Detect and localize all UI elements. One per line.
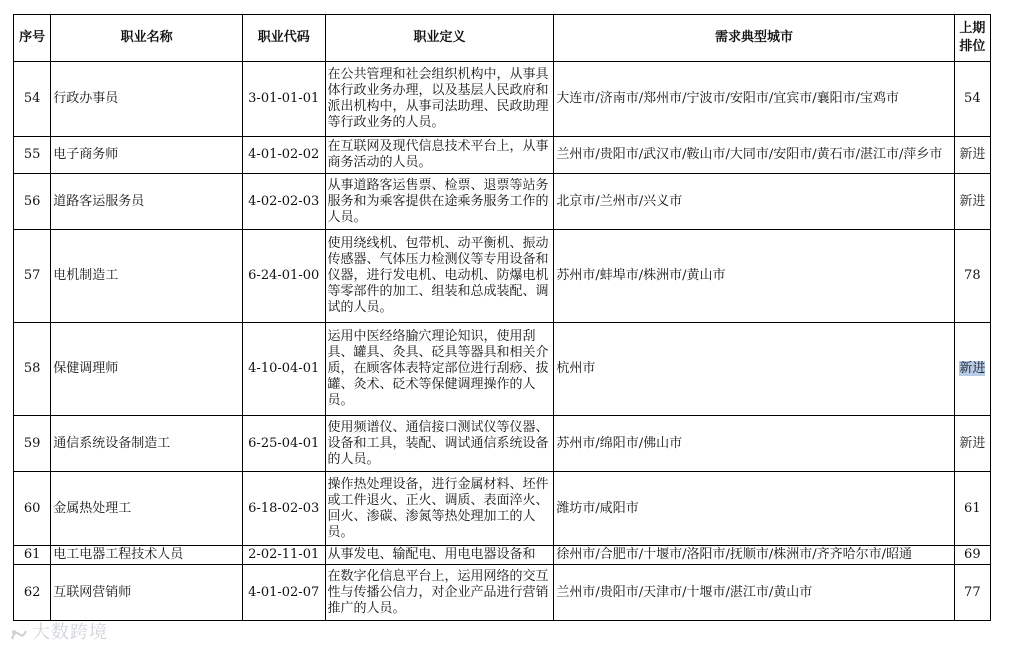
row-rank: 54 (954, 62, 990, 137)
table-row (14, 137, 991, 174)
row-occupation-code: 6-25-04-01 (242, 416, 325, 472)
row-rank: 新进 (954, 137, 990, 174)
row-index: 55 (14, 137, 51, 174)
row-occupation-name: 电子商务师 (51, 137, 243, 174)
table-row (14, 62, 991, 137)
row-occupation-code: 3-01-01-01 (242, 62, 325, 137)
row-occupation-name: 电工电器工程技术人员 (51, 546, 243, 565)
row-occupation-name: 道路客运服务员 (51, 174, 243, 230)
row-cities: 苏州市/蚌埠市/株洲市/黄山市 (554, 230, 954, 323)
row-definition: 使用频谱仪、通信接口测试仪等仪器、设备和工具，装配、调试通信系统设备的人员。 (325, 416, 554, 472)
table-row (14, 565, 991, 621)
header-index: 序号 (14, 15, 51, 62)
row-definition: 从事发电、输配电、用电电器设备和 (325, 546, 554, 565)
row-rank (954, 323, 990, 416)
row-cities: 徐州市/合肥市/十堰市/洛阳市/抚顺市/株洲市/齐齐哈尔市/昭通 (554, 546, 954, 565)
row-occupation-code: 4-02-02-03 (242, 174, 325, 230)
row-rank: 77 (954, 565, 990, 621)
row-definition: 使用绕线机、包带机、动平衡机、振动传感器、气体压力检测仪等专用设备和仪器，进行发电机、电动机、防爆电机等零部件的加工、组装和总成装配、调试的人员。 (325, 230, 554, 323)
header-previous-rank: 上期排位 (954, 15, 990, 62)
header-typical-cities: 需求典型城市 (554, 15, 954, 62)
header-occupation-code: 职业代码 (242, 15, 325, 62)
row-occupation-name: 通信系统设备制造工 (51, 416, 243, 472)
row-index: 61 (14, 546, 51, 565)
row-cities: 兰州市/贵阳市/天津市/十堰市/湛江市/黄山市 (554, 565, 954, 621)
table-row (14, 472, 991, 546)
row-index: 58 (14, 323, 51, 416)
row-occupation-name: 电机制造工 (51, 230, 243, 323)
row-occupation-code: 4-01-02-07 (242, 565, 325, 621)
row-definition: 操作热处理设备，进行金属材料、坯件或工件退火、正火、调质、表面淬火、回火、渗碳、渗氮等热处理加工的人员。 (325, 472, 554, 546)
row-definition: 在公共管理和社会组织机构中，从事具体行政业务办理，以及基层人民政府和派出机构中，从事司法助理、民政助理等行政业务的人员。 (325, 62, 554, 137)
header-occupation-definition: 职业定义 (325, 15, 554, 62)
table-row (14, 546, 991, 565)
row-rank: 61 (954, 472, 990, 546)
row-cities: 潍坊市/咸阳市 (554, 472, 954, 546)
row-rank: 78 (954, 230, 990, 323)
row-rank: 新进 (954, 174, 990, 230)
row-index: 54 (14, 62, 51, 137)
highlighted-rank-text: 新进 (959, 361, 986, 376)
brand-logo-icon (10, 626, 28, 640)
row-definition: 运用中医经络腧穴理论知识，使用刮具、罐具、灸具、砭具等器具和相关介质，在顾客体表特定部位进行刮痧、拔罐、灸术、砭术等保健调理操作的人员。 (325, 323, 554, 416)
row-occupation-code: 4-01-02-02 (242, 137, 325, 174)
row-cities: 大连市/济南市/郑州市/宁波市/安阳市/宜宾市/襄阳市/宝鸡市 (554, 62, 954, 137)
row-definition: 在互联网及现代信息技术平台上，从事商务活动的人员。 (325, 137, 554, 174)
watermark (10, 618, 108, 644)
table-header-row (14, 15, 991, 62)
row-index: 62 (14, 565, 51, 621)
row-cities: 苏州市/绵阳市/佛山市 (554, 416, 954, 472)
row-cities: 北京市/兰州市/兴义市 (554, 174, 954, 230)
row-definition: 从事道路客运售票、检票、退票等站务服务和为乘客提供在途乘务服务工作的人员。 (325, 174, 554, 230)
table-row (14, 416, 991, 472)
row-rank: 新进 (954, 416, 990, 472)
row-index: 57 (14, 230, 51, 323)
row-index: 59 (14, 416, 51, 472)
row-cities: 兰州市/贵阳市/武汉市/鞍山市/大同市/安阳市/黄石市/湛江市/萍乡市 (554, 137, 954, 174)
row-occupation-name: 保健调理师 (51, 323, 243, 416)
table-row (14, 174, 991, 230)
watermark-text: 大数跨境 (32, 622, 108, 643)
table-row (14, 323, 991, 416)
row-definition: 在数字化信息平台上，运用网络的交互性与传播公信力，对企业产品进行营销推广的人员。 (325, 565, 554, 621)
row-occupation-code: 6-24-01-00 (242, 230, 325, 323)
row-occupation-name: 金属热处理工 (51, 472, 243, 546)
row-index: 60 (14, 472, 51, 546)
row-occupation-name: 行政办事员 (51, 62, 243, 137)
row-rank: 69 (954, 546, 990, 565)
row-index: 56 (14, 174, 51, 230)
header-occupation-name: 职业名称 (51, 15, 243, 62)
occupation-table (13, 14, 991, 621)
row-cities: 杭州市 (554, 323, 954, 416)
row-occupation-code: 4-10-04-01 (242, 323, 325, 416)
row-occupation-code: 2-02-11-01 (242, 546, 325, 565)
row-occupation-name: 互联网营销师 (51, 565, 243, 621)
row-occupation-code: 6-18-02-03 (242, 472, 325, 546)
table-row (14, 230, 991, 323)
